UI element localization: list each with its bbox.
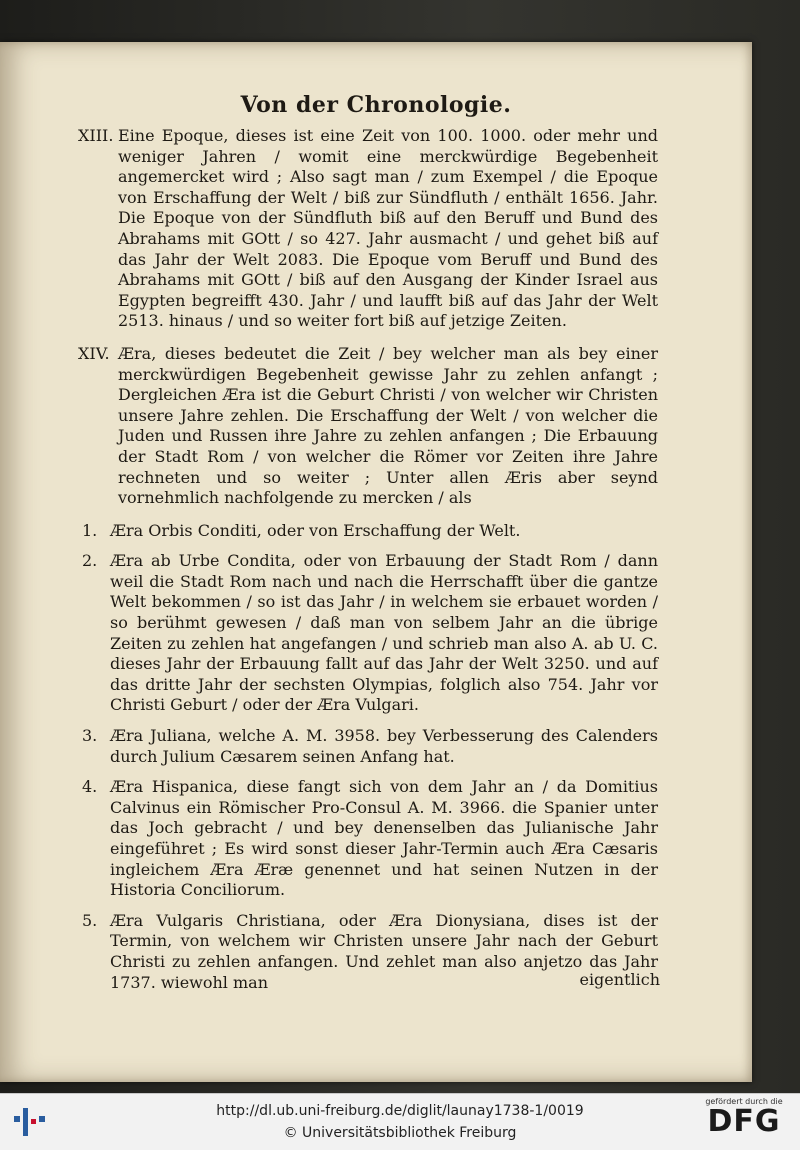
permalink-url[interactable]: http://dl.ub.uni-freiburg.de/diglit/launay1738-1/0019	[216, 1103, 584, 1119]
copyright-text: © Universitätsbibliothek Freiburg	[283, 1125, 517, 1141]
dfg-logo-icon: DFG	[707, 1104, 781, 1139]
paragraph-text: Eine Epoque, dieses ist eine Zeit von 100. 1000. oder mehr und weniger Jahren / womit eine merckwürdige Begebenheit angemercket wird ; Also sagt man / zum Exempel / die Epoque von Erschaffung der Welt / biß zur Sündfluth / enthält 1656. Jahr. Die Epoque von der Sündfluth biß auf den Beruff und Bund des Abrahams mit GOtt / so 427. Jahr ausmacht / und gehet biß auf das Jahr der Welt 2083. Die Epoque vom Beruff und Bund des Abrahams mit GOtt / biß auf den Ausgang der Kinder Israel aus Egypten begreifft 430. Jahr / und laufft biß auf das Jahr der Welt 2513. hinaus / und so weiter fort biß auf jetzige Zeiten.	[118, 126, 658, 331]
paragraph-text: Æra, dieses bedeutet die Zeit / bey welcher man als bey einer merckwürdigen Begebenheit gewisse Jahr zu zehlen anfangt ; Dergleichen Æra ist die Geburt Christi / von welcher wir Christen unsere Jahre zehlen. Die Erschaffung der Welt / von welcher die Juden und Russen ihre Jahre zu zehlen anfangen ; Die Erbauung der Stadt Rom / von welcher die Römer vor Zeiten ihre Jahre rechneten und so weiter ; Unter allen Æris aber seynd vornehmlich nachfolgende zu mercken / als	[118, 343, 658, 508]
paragraph-number: XIV.	[78, 343, 110, 363]
item-number: 3.	[82, 726, 98, 746]
item-text: Æra Juliana, welche A. M. 3958. bey Verbesserung des Calenders durch Julium Cæsarem seinen Anfang hat.	[110, 726, 658, 766]
item-number: 1.	[82, 520, 98, 540]
book-page	[0, 42, 752, 1082]
item-text: Æra Hispanica, diese fangt sich von dem Jahr an / da Domitius Calvinus ein Römischer Pro-Consul A. M. 3966. die Spanier unter das Joch gebracht / und bey denenselben das Julianische Jahr eingeführet ; Es wird sonst dieser Jahr-Termin auch Æra Cæsaris ingleichem Æra Æræ genennet und hat seinen Nutzen in der Historia Conciliorum.	[110, 777, 658, 900]
item-number: 5.	[82, 910, 98, 930]
list-item	[78, 521, 658, 542]
item-text: Æra Orbis Conditi, oder von Erschaffung der Welt.	[110, 520, 521, 540]
item-text: Æra Vulgaris Christiana, oder Æra Dionysiana, dises ist der Termin, von welchem wir Christen unsere Jahr nach der Geburt Christi zu zehlen anfangen. Und zehlet man also anjetzo das Jahr 1737. wiewohl man	[110, 910, 658, 992]
page-header: Von der Chronologie.	[240, 92, 512, 118]
dfg-badge[interactable]	[700, 1097, 788, 1138]
viewer-footer	[0, 1093, 800, 1150]
catchword: eigentlich	[579, 970, 660, 989]
paragraph-xiii	[78, 126, 658, 332]
list-item	[78, 726, 658, 767]
paragraph-xiv	[78, 344, 658, 509]
page-text	[78, 126, 658, 1003]
list-item	[78, 777, 658, 901]
paragraph-number: XIII.	[78, 126, 114, 145]
dfg-note: gefördert durch die	[705, 1097, 783, 1106]
item-text: Æra ab Urbe Condita, oder von Erbauung der Stadt Rom / dann weil die Stadt Rom nach und nach die Herrschafft über die gantze Welt bekommen / so ist das Jahr / in welchem sie erbauet worden / so berühmt gewesen / daß man von selbem Jahr an die übrige Zeiten zu zehlen hat angefangen / und schrieb man also A. ab U. C. dieses Jahr der Erbauung fallt auf das Jahr der Welt 3250. und auf das dritte Jahr der sechsten Olympias, folglich also 754. Jahr vor Christi Geburt / oder der Æra Vulgari.	[110, 551, 658, 715]
item-number: 4.	[82, 777, 98, 797]
list-item	[78, 551, 658, 716]
item-number: 2.	[82, 551, 98, 571]
